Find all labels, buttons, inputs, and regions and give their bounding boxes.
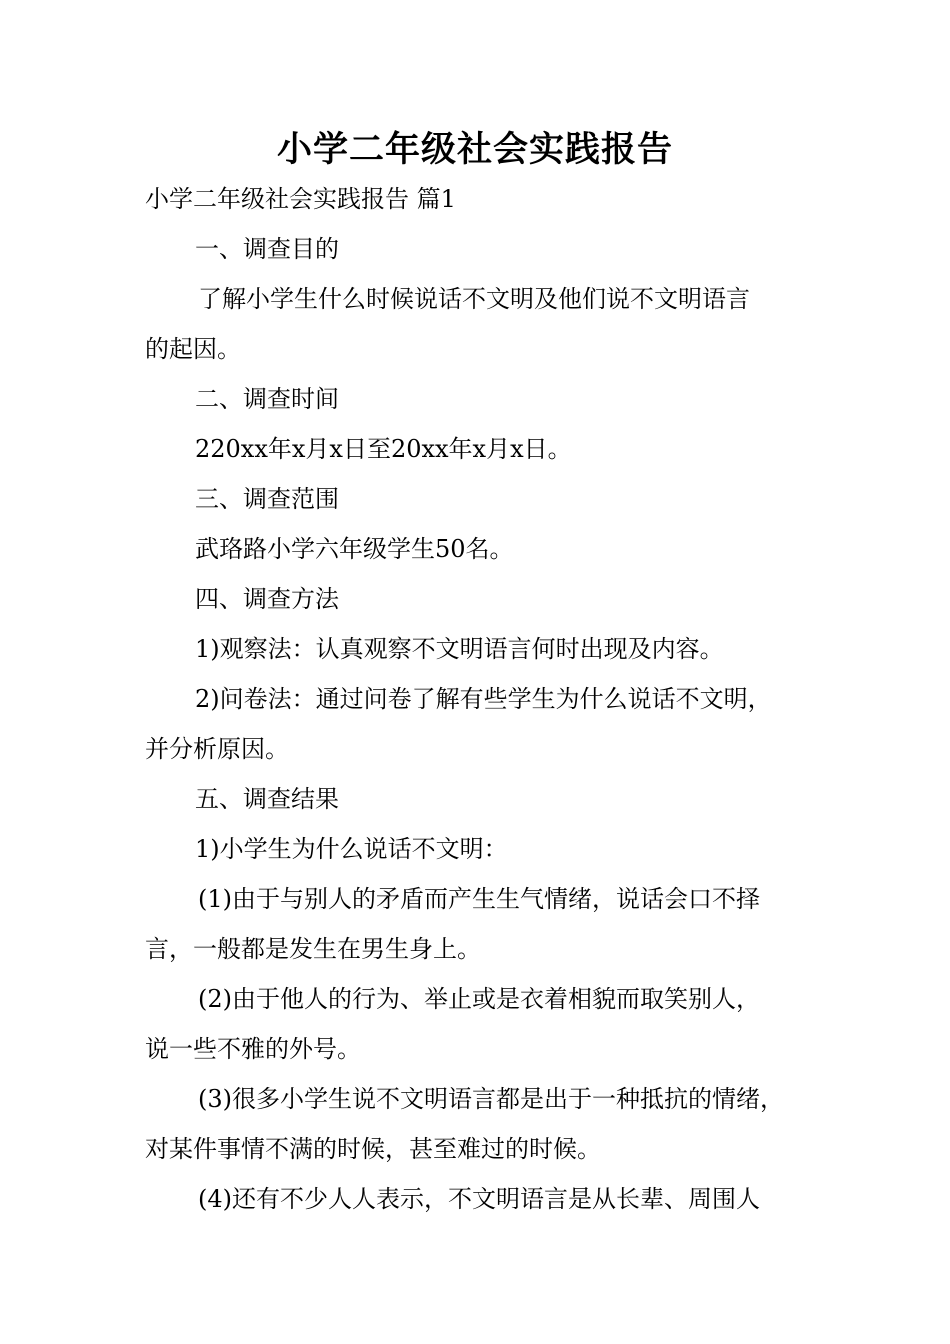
paragraph-line: 的起因。 [145,335,241,363]
paragraph-line: 对某件事情不满的时候，甚至难过的时候。 [145,1135,601,1163]
paragraph-line: (4)还有不少人人表示，不文明语言是从长辈、周围人 [198,1185,760,1213]
section-heading-part1: 小学二年级社会实践报告 篇1 [145,185,456,213]
paragraph-line: 2)问卷法：通过问卷了解有些学生为什么说话不文明， [195,685,772,713]
heading-survey-results: 五、调查结果 [195,785,339,813]
paragraph-line: 武珞路小学六年级学生50名。 [195,535,514,563]
paragraph-line: 1)小学生为什么说话不文明： [195,835,508,863]
paragraph-line: 1)观察法：认真观察不文明语言何时出现及内容。 [195,635,724,663]
paragraph-line: 并分析原因。 [145,735,289,763]
paragraph-line: 言，一般都是发生在男生身上。 [145,935,481,963]
paragraph-line: (3)很多小学生说不文明语言都是出于一种抵抗的情绪， [198,1085,784,1113]
heading-survey-purpose: 一、调查目的 [195,235,339,263]
paragraph-line: (2)由于他人的行为、举止或是衣着相貌而取笑别人， [198,985,760,1013]
heading-survey-method: 四、调查方法 [195,585,339,613]
paragraph-line: 了解小学生什么时候说话不文明及他们说不文明语言 [198,285,750,313]
paragraph-line: (1)由于与别人的矛盾而产生生气情绪，说话会口不择 [198,885,760,913]
paragraph-line: 220xx年x月x日至20xx年x月x日。 [195,435,572,463]
document-title: 小学二年级社会实践报告 [276,130,673,170]
heading-survey-scope: 三、调查范围 [195,485,339,513]
paragraph-line: 说一些不雅的外号。 [145,1035,361,1063]
heading-survey-time: 二、调查时间 [195,385,339,413]
